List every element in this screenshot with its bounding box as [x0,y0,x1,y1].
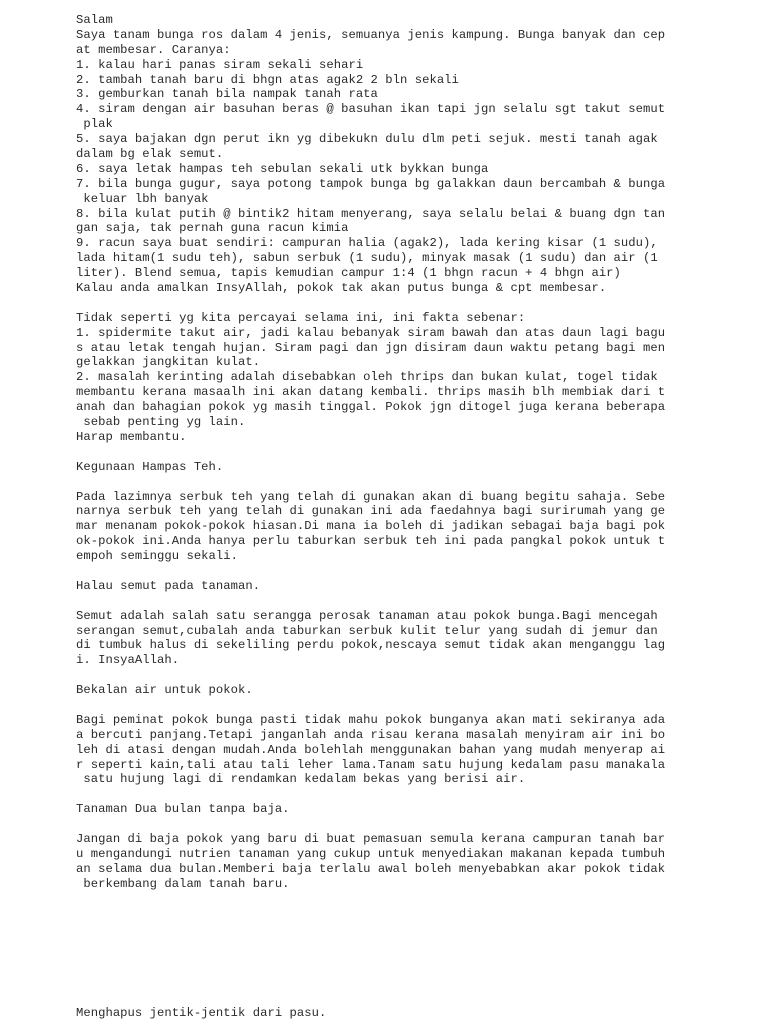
text-line: 1. kalau hari panas siram sekali sehari [76,57,364,72]
text-line: liter). Blend semua, tapis kemudian campur 1:4 (1 bhgn racun + 4 bhgn air) [76,266,621,281]
text-line: Bekalan air untuk pokok. [76,683,253,698]
text-line: satu hujung lagi di rendamkan kedalam bekas yang berisi air. [76,772,526,787]
text-line: at membesar. Caranya: [76,42,231,57]
text-line: dalam bg elak semut. [76,147,224,162]
blank-line [76,787,686,802]
text-line: an selama dua bulan.Memberi baja terlalu awal boleh menyebabkan akar pokok tidak [76,861,666,876]
text-line: 1. spidermite takut air, jadi kalau bebanyak siram bawah dan atas daun lagi bagu [76,325,666,340]
text-line: 3. gemburkan tanah bila nampak tanah rata [76,87,378,102]
text-line: Tanaman Dua bulan tanpa baja. [76,802,290,817]
blank-line [76,668,686,683]
text-line: gan saja, tak pernah guna racun kimia [76,221,349,236]
text-line: Jangan di baja pokok yang baru di buat pemasuan semula kerana campuran tanah bar [76,831,666,846]
footer-heading: Menghapus jentik-jentik dari pasu. [76,1006,327,1020]
text-line: r seperti kain,tali atau tali leher lama.Tanam satu hujung kedalam pasu manakala [76,757,666,772]
text-line: Saya tanam bunga ros dalam 4 jenis, semuanya jenis kampung. Bunga banyak dan cep [76,27,666,42]
text-line: Bagi peminat pokok bunga pasti tidak mahu pokok bunganya akan mati sekiranya ada [76,712,666,727]
text-line: 4. siram dengan air basuhan beras @ basuhan ikan tapi jgn selalu sgt takut semut [76,102,666,117]
text-line: membantu kerana masaalh ini akan datang kembali. thrips masih blh membiak dari t [76,385,666,400]
text-line: u mengandungi nutrien tanaman yang cukup untuk menyediakan makanan kepada tumbuh [76,846,666,861]
text-line: narnya serbuk teh yang telah di gunakan ini ada faedahnya bagi surirumah yang ge [76,504,666,519]
text-line: Kalau anda amalkan InsyAllah, pokok tak akan putus bunga & cpt membesar. [76,281,607,296]
text-line: mar menanam pokok-pokok hiasan.Di mana ia boleh di jadikan sebagai baja bagi pok [76,519,666,534]
blank-line [76,445,686,460]
text-line: Harap membantu. [76,429,187,444]
text-line: lada hitam(1 sudu teh), sabun serbuk (1 sudu), minyak masak (1 sudu) dan air (1 [76,251,658,266]
text-line: Kegunaan Hampas Teh. [76,459,224,474]
text-line: di tumbuk halus di sekeliling perdu pokok,nescaya semut tidak akan menganggu lag [76,638,666,653]
text-line: gelakkan jangkitan kulat. [76,355,261,370]
text-line: berkembang dalam tanah baru. [76,876,290,891]
blank-line [76,475,686,490]
text-line: empoh seminggu sekali. [76,549,239,564]
text-line: anah dan bahagian pokok yg masih tinggal. Pokok jgn ditogel juga kerana beberapa [76,400,666,415]
text-line: Halau semut pada tanaman. [76,578,261,593]
text-line: ok-pokok ini.Anda hanya perlu taburkan serbuk teh ini pada pangkal pokok untuk t [76,534,666,549]
text-line: i. InsyaAllah. [76,653,180,668]
blank-line [76,296,686,311]
text-line: 9. racun saya buat sendiri: campuran halia (agak2), lada kering kisar (1 sudu), [76,236,658,251]
text-line: 6. saya letak hampas teh sebulan sekali utk bykkan bunga [76,161,489,176]
text-line: 5. saya bajakan dgn perut ikn yg dibekukn dulu dlm peti sejuk. mesti tanah agak [76,132,658,147]
text-line: keluar lbh banyak [76,191,209,206]
blank-line [76,817,686,832]
text-line: sebab penting yg lain. [76,415,246,430]
text-line: Salam [76,13,113,27]
text-line: s atau letak tengah hujan. Siram pagi dan jgn disiram daun waktu petang bagi men [76,340,666,355]
text-line: leh di atasi dengan mudah.Anda bolehlah menggunakan bahan yang mudah menyerap ai [76,742,666,757]
text-line: a bercuti panjang.Tetapi janganlah anda risau kerana masalah menyiram air ini bo [76,727,666,742]
blank-line [76,698,686,713]
text-line: 2. masalah kerinting adalah disebabkan oleh thrips dan bukan kulat, togel tidak [76,370,658,385]
text-line: 2. tambah tanah baru di bhgn atas agak2 2 bln sekali [76,72,459,87]
text-line: Pada lazimnya serbuk teh yang telah di gunakan akan di buang begitu sahaja. Sebe [76,489,666,504]
text-line: 8. bila kulat putih @ bintik2 hitam menyerang, saya selalu belai & buang dgn tan [76,206,666,221]
document-body [76,13,686,892]
text-line: Semut adalah salah satu serangga perosak tanaman atau pokok bunga.Bagi mencegah [76,608,658,623]
blank-line [76,564,686,579]
text-line: 7. bila bunga gugur, saya potong tampok bunga bg galakkan daun bercambah & bunga [76,176,666,191]
text-line: Tidak seperti yg kita percayai selama ini, ini fakta sebenar: [76,310,526,325]
blank-line [76,594,686,609]
text-line: serangan semut,cubalah anda taburkan serbuk kulit telur yang sudah di jemur dan [76,623,658,638]
text-line: plak [76,117,113,132]
